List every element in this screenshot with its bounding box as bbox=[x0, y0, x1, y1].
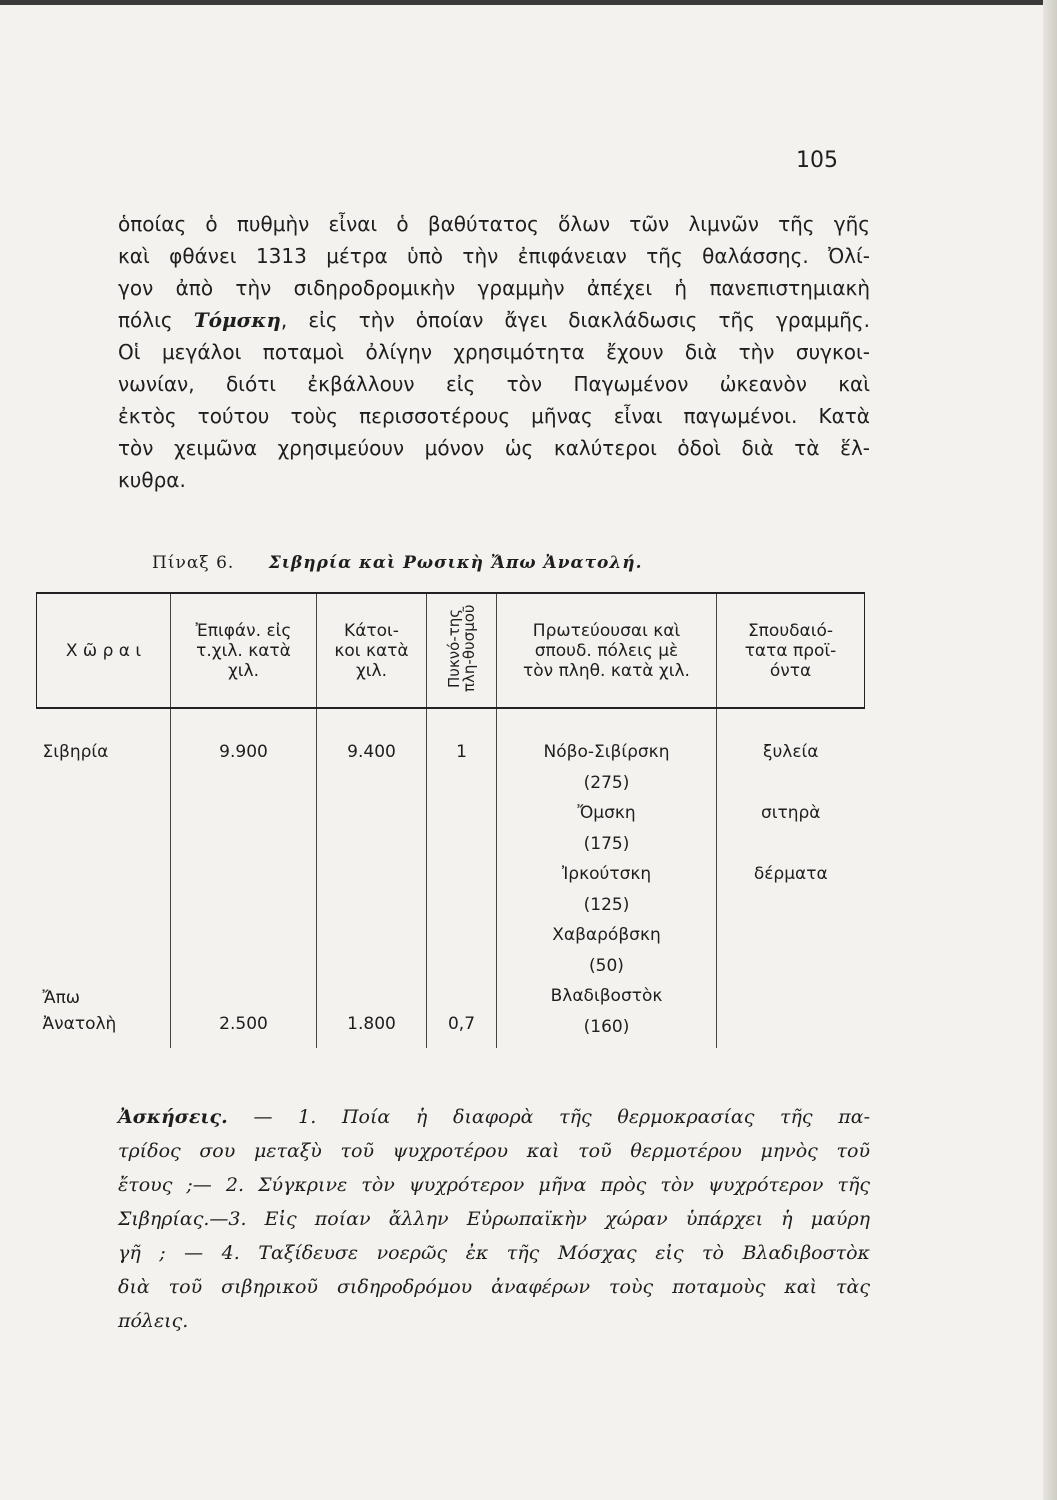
product-entry: ξυλεία bbox=[762, 742, 819, 762]
country-far-east bbox=[43, 985, 117, 1037]
paragraph-line: καὶ φθάνει 1313 μέτρα ὑπὸ τὴν ἐπιφάνειαν τῆς θαλάσσης. Ὀλί- bbox=[118, 244, 870, 268]
country-cell bbox=[37, 708, 171, 1048]
paragraph-text: πόλις bbox=[118, 308, 194, 332]
header-line: χιλ. bbox=[355, 660, 388, 681]
paragraph-line: τὸν χειμῶνα χρησιμεύουν μόνον ὡς καλύτεροι ὁδοὶ διὰ τὰ ἕλ- bbox=[118, 436, 870, 460]
city-population: (50) bbox=[589, 955, 624, 976]
city-population: (160) bbox=[583, 1016, 630, 1037]
paragraph-line: Οἱ μεγάλοι ποταμοὶ ὀλίγην χρησιμότητα ἔχουν διὰ τὴν συγκοι- bbox=[118, 340, 870, 364]
population-siberia: 9.400 bbox=[347, 742, 396, 762]
header-line: χιλ. bbox=[227, 660, 260, 681]
cities-cell bbox=[497, 708, 717, 1048]
products-cell bbox=[717, 708, 865, 1048]
paragraph-line: γον ἀπὸ τὴν σιδηροδρομικὴν γραμμὴν ἀπέχει ἡ πανεπιστημιακὴ bbox=[118, 276, 870, 300]
header-line: τὸν πληθ. κατὰ χιλ. bbox=[523, 660, 690, 681]
country-name-line: Ἀνατολὴ bbox=[42, 1014, 117, 1034]
exercise-line: γῆ ; — 4. Ταξίδευσε νοερῶς ἐκ τῆς Μόσχας εἰς τὸ Βλαδιβοστὸκ bbox=[118, 1242, 870, 1264]
paragraph-line bbox=[118, 304, 870, 336]
header-line: κοι κατὰ bbox=[334, 640, 409, 661]
table-title: Σιβηρία καὶ Ρωσικὴ Ἄπω Ἀνατολή. bbox=[268, 553, 643, 573]
exercise-line: διὰ τοῦ σιβηρικοῦ σιδηροδρόμου ἀναφέρων τοὺς ποταμοὺς καὶ τὰς bbox=[118, 1276, 870, 1298]
city-entry: Ὄμσκη bbox=[577, 803, 636, 823]
header-density-label: Πυκνό-της πλη-θυσμοῦ bbox=[444, 604, 478, 692]
data-table bbox=[36, 592, 865, 1048]
exercise-line: ἔτους ;— 2. Σύγκρινε τὸν ψυχρότερον μῆνα πρὸς τὸν ψυχρότερον τῆς bbox=[118, 1174, 870, 1196]
table-label: Πίναξ 6. bbox=[152, 553, 235, 573]
table-row bbox=[37, 708, 865, 1048]
city-population: (125) bbox=[583, 894, 630, 915]
population-cell bbox=[317, 708, 427, 1048]
header-line: Πρωτεύουσαι καὶ bbox=[532, 620, 681, 641]
header-line: όντα bbox=[769, 660, 812, 681]
paragraph-text: , εἰς τὴν ὁποίαν ἄγει διακλάδωσις τῆς γραμμῆς. bbox=[280, 308, 870, 332]
exercises-heading: Ἀσκήσεις. bbox=[118, 1106, 228, 1128]
body-paragraph bbox=[118, 208, 870, 496]
population-far-east: 1.800 bbox=[347, 1014, 396, 1034]
city-entry: Ἰρκούτσκη bbox=[561, 864, 652, 884]
header-line: τατα προϊ- bbox=[744, 640, 837, 661]
city-entry: Βλαδιβοστὸκ bbox=[550, 986, 663, 1006]
header-line: Σπουδαιό- bbox=[747, 620, 834, 641]
country-name-line: Ἄπω bbox=[42, 988, 81, 1008]
header-products bbox=[717, 593, 865, 708]
spacer bbox=[721, 829, 861, 860]
header-area bbox=[171, 593, 317, 708]
exercises-paragraph bbox=[118, 1100, 870, 1338]
paragraph-line: ὁποίας ὁ πυθμὴν εἶναι ὁ βαθύτατος ὅλων τῶν λιμνῶν τῆς γῆς bbox=[118, 212, 870, 236]
header-capitals bbox=[497, 593, 717, 708]
product-entry: δέρματα bbox=[753, 864, 828, 884]
exercise-line bbox=[118, 1100, 870, 1134]
page-top-edge bbox=[0, 0, 1057, 5]
paragraph-line: κυθρα. bbox=[118, 468, 186, 492]
exercise-line: Σιβηρίας.—3. Εἰς ποίαν ἄλλην Εὐρωπαϊκὴν χώραν ὑπάρχει ἡ μαύρη bbox=[118, 1208, 870, 1230]
density-cell bbox=[427, 708, 497, 1048]
table-header-row bbox=[37, 593, 865, 708]
country-siberia: Σιβηρία bbox=[42, 742, 109, 762]
city-entry: Χαβαρόβσκη bbox=[552, 925, 661, 945]
header-density bbox=[427, 593, 497, 708]
density-siberia: 1 bbox=[456, 742, 467, 762]
product-entry: σιτηρὰ bbox=[760, 803, 821, 823]
exercise-line: τρίδος σου μεταξὺ τοῦ ψυχροτέρου καὶ τοῦ θερμοτέρου μηνὸς τοῦ bbox=[118, 1140, 870, 1162]
exercise-text: — 1. Ποία ἡ διαφορὰ τῆς θερμοκρασίας τῆς πα- bbox=[227, 1106, 870, 1128]
area-far-east: 2.500 bbox=[219, 1014, 268, 1034]
header-line: σπουδ. πόλεις μὲ bbox=[534, 640, 679, 661]
city-population: (275) bbox=[583, 772, 630, 793]
header-line: Κάτοι- bbox=[344, 620, 399, 641]
page-right-edge bbox=[1043, 0, 1057, 1500]
exercise-line: πόλεις. bbox=[118, 1310, 189, 1332]
city-name-tomsk: Τόμσκη bbox=[193, 308, 281, 332]
paragraph-line: ἐκτὸς τούτου τοὺς περισσοτέρους μῆνας εἶναι παγωμένοι. Κατὰ bbox=[118, 404, 870, 428]
spacer bbox=[721, 768, 861, 799]
area-cell bbox=[171, 708, 317, 1048]
density-far-east: 0,7 bbox=[447, 1014, 476, 1034]
city-population: (175) bbox=[583, 833, 630, 854]
paragraph-line: νωνίαν, διότι ἐκβάλλουν εἰς τὸν Παγωμένον ὠκεανὸν καὶ bbox=[118, 372, 870, 396]
header-population bbox=[317, 593, 427, 708]
area-siberia: 9.900 bbox=[219, 742, 268, 762]
table-caption bbox=[152, 553, 872, 573]
header-countries: Χ ῶ ρ α ι bbox=[37, 593, 171, 708]
page-number: 105 bbox=[796, 148, 838, 173]
header-line: Ἐπιφάν. εἰς bbox=[195, 620, 292, 641]
city-entry: Νόβο-Σιβίρσκη bbox=[543, 742, 670, 762]
header-line: τ.χιλ. κατὰ bbox=[196, 640, 291, 661]
